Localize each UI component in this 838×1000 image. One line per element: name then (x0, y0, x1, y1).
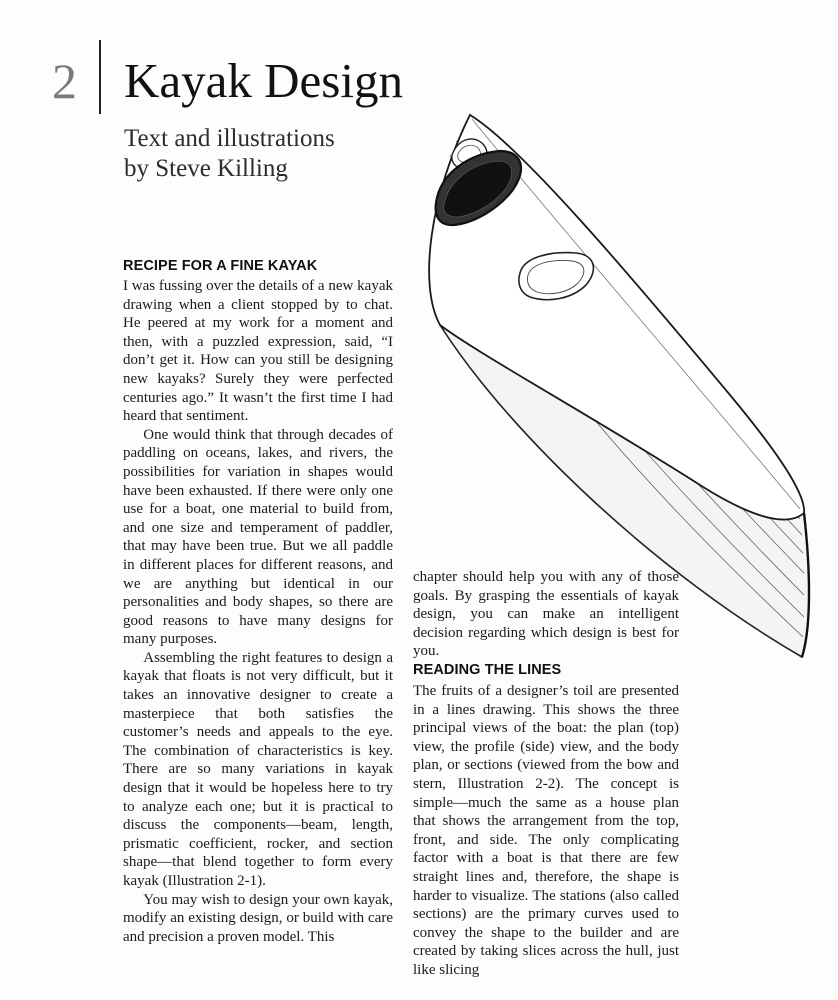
paragraph-continuation: chapter should help you with any of those goals. By grasping the essentials of kayak design, you can make an intelligent decision regarding which design is best for you. (413, 569, 679, 660)
section-heading-reading-lines: READING THE LINES (413, 662, 562, 678)
subtitle-line-2: by Steve Killing (124, 155, 288, 182)
chapter-divider (99, 40, 101, 114)
chapter-title: Kayak Design (124, 53, 403, 108)
paragraph: I was fussing over the details of a new kayak drawing when a client stopped by to chat. He peered at my work for a moment and then, with a puzzled expression, said, “I don’t get it. How can you still be designing new kayaks? Surely they were perfected centuries ago.” It wasn’t the first time I had heard that sentiment. (123, 278, 393, 425)
paragraph: One would think that through decades of paddling on oceans, lakes, and rivers, the possibilities for variation in shapes would have been exhausted. If there were only one use for a boat, one material to build from, and one size and temperament of paddler, that may have been true. But we all paddle in different places for different reasons, and we are anything but identical in our personalities and body shapes, so there are good reasons to have many designs for many purposes. (123, 426, 393, 648)
subtitle-line-1: Text and illustrations (124, 125, 335, 152)
paragraph: Assembling the right features to design a kayak that floats is not very difficult, but it takes an innovative designer to create a masterpiece that both satisfies the customer’s needs and appeals to the eye. The combination of characteristics is key. There are so many variations in kayak design that it would be hopeless here to try to analyze each one; but it is practical to discuss the components—beam, length, prismatic coefficient, rocker, and section shape—that blend together to form every kayak (Illustration 2-1). (123, 649, 393, 889)
text-column-right-top (413, 568, 679, 661)
paragraph: You may wish to design your own kayak, modify an existing design, or build with care and precision a proven model. This (123, 891, 393, 945)
text-column-left (123, 256, 393, 946)
text-column-right-bottom (413, 682, 679, 980)
chapter-subtitle (124, 124, 335, 184)
chapter-number: 2 (52, 53, 77, 109)
paragraph: The fruits of a designer’s toil are presented in a lines drawing. This shows the three principal views of the boat: the plan (top) view, the profile (side) view, and the body plan, or sections (viewed from the bow and stern, Illustration 2-2). The concept is simple—much the same as a house plan that shows the arrangement from the top, front, and side. The only complicating factor with a boat is that there are few straight lines and, therefore, the shape is harder to visualize. The stations (also called sections) are the primary curves used to convey the shape to the builder and are created by taking slices across the hull, just like slicing (413, 683, 679, 978)
section-heading-recipe: RECIPE FOR A FINE KAYAK (123, 258, 318, 274)
